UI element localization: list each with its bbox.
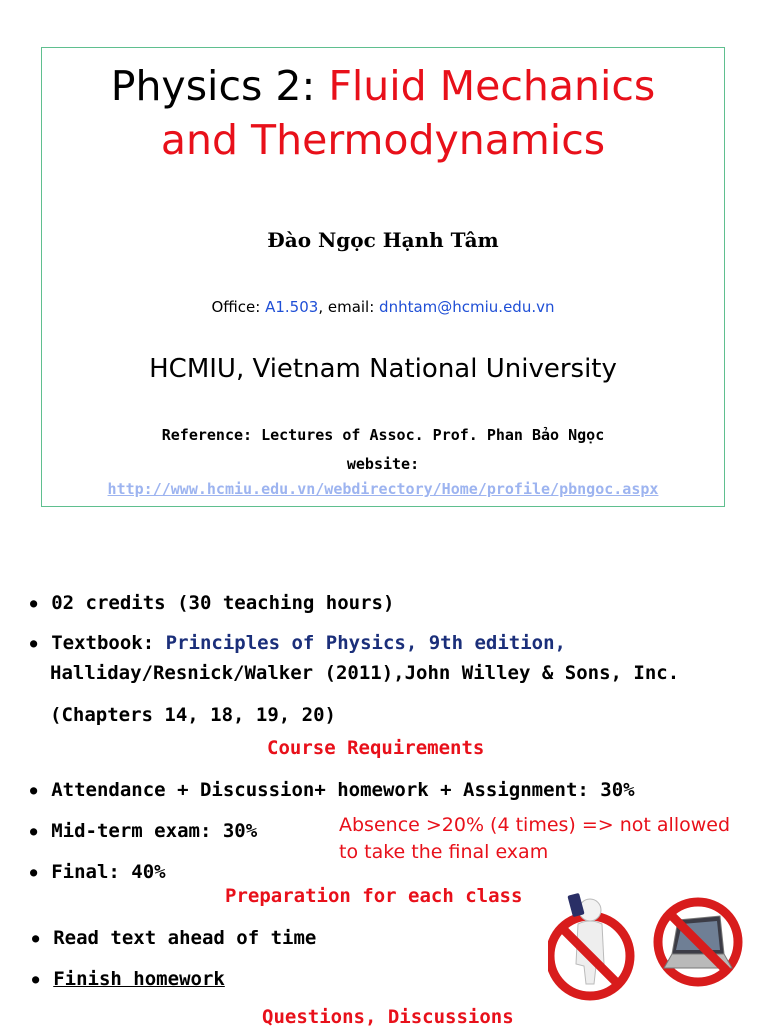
title-course: Physics 2: <box>110 62 329 110</box>
absence-note-line-2: to take the final exam <box>339 841 549 863</box>
absence-note <box>339 812 730 866</box>
bullet-midterm: ● Mid-term exam: 30% <box>30 820 257 842</box>
textbook-chapters: (Chapters 14, 18, 19, 20) <box>50 704 336 726</box>
textbook-label: Textbook: <box>51 632 166 654</box>
website-link[interactable]: http://www.hcmiu.edu.vn/webdirectory/Home/profile/pbngoc.aspx <box>107 480 659 498</box>
prohibition-icons <box>548 880 748 1010</box>
bullet-attendance: ● Attendance + Discussion+ homework + Assignment: 30% <box>30 779 635 801</box>
bullet-final: ● Final: 40% <box>30 861 166 883</box>
slide-title-line-1 <box>42 58 724 114</box>
title-topic-1: Fluid Mechanics <box>328 62 656 110</box>
preparation-heading: Preparation for each class <box>225 885 523 907</box>
email-link[interactable]: dnhtam@hcmiu.edu.vn <box>379 298 555 316</box>
office-label: Office: <box>211 298 266 316</box>
no-phone-icon <box>550 893 630 996</box>
slide-title-line-2: and Thermodynamics <box>160 116 606 164</box>
contact-line <box>42 298 724 316</box>
office-value: A1.503 <box>265 298 319 316</box>
textbook-authors: Halliday/Resnick/Walker (2011),John Willey & Sons, Inc. <box>50 662 680 684</box>
bullet-textbook <box>30 632 566 654</box>
bullet-credits: ● 02 credits (30 teaching hours) <box>30 592 394 614</box>
absence-note-line-1: Absence >20% (4 times) => not allowed <box>339 814 731 836</box>
course-requirements-heading: Course Requirements <box>267 737 485 759</box>
reference-line: Reference: Lectures of Assoc. Prof. Phan Bảo Ngọc <box>161 426 605 444</box>
finish-homework-text: Finish homework <box>53 968 225 990</box>
bullet-read-text: ● Read text ahead of time <box>32 927 316 949</box>
title-slide <box>41 47 725 507</box>
author-name: Đào Ngọc Hạnh Tâm <box>267 228 499 252</box>
university-name: HCMIU, Vietnam National University <box>149 354 617 384</box>
website-label: website: <box>346 455 420 473</box>
textbook-title: Principles of Physics, 9th edition, <box>165 632 566 654</box>
no-laptop-icon <box>658 902 738 982</box>
questions-heading: Questions, Discussions <box>262 1006 514 1028</box>
bullet-finish-homework <box>32 968 225 990</box>
email-label: , email: <box>318 298 380 316</box>
